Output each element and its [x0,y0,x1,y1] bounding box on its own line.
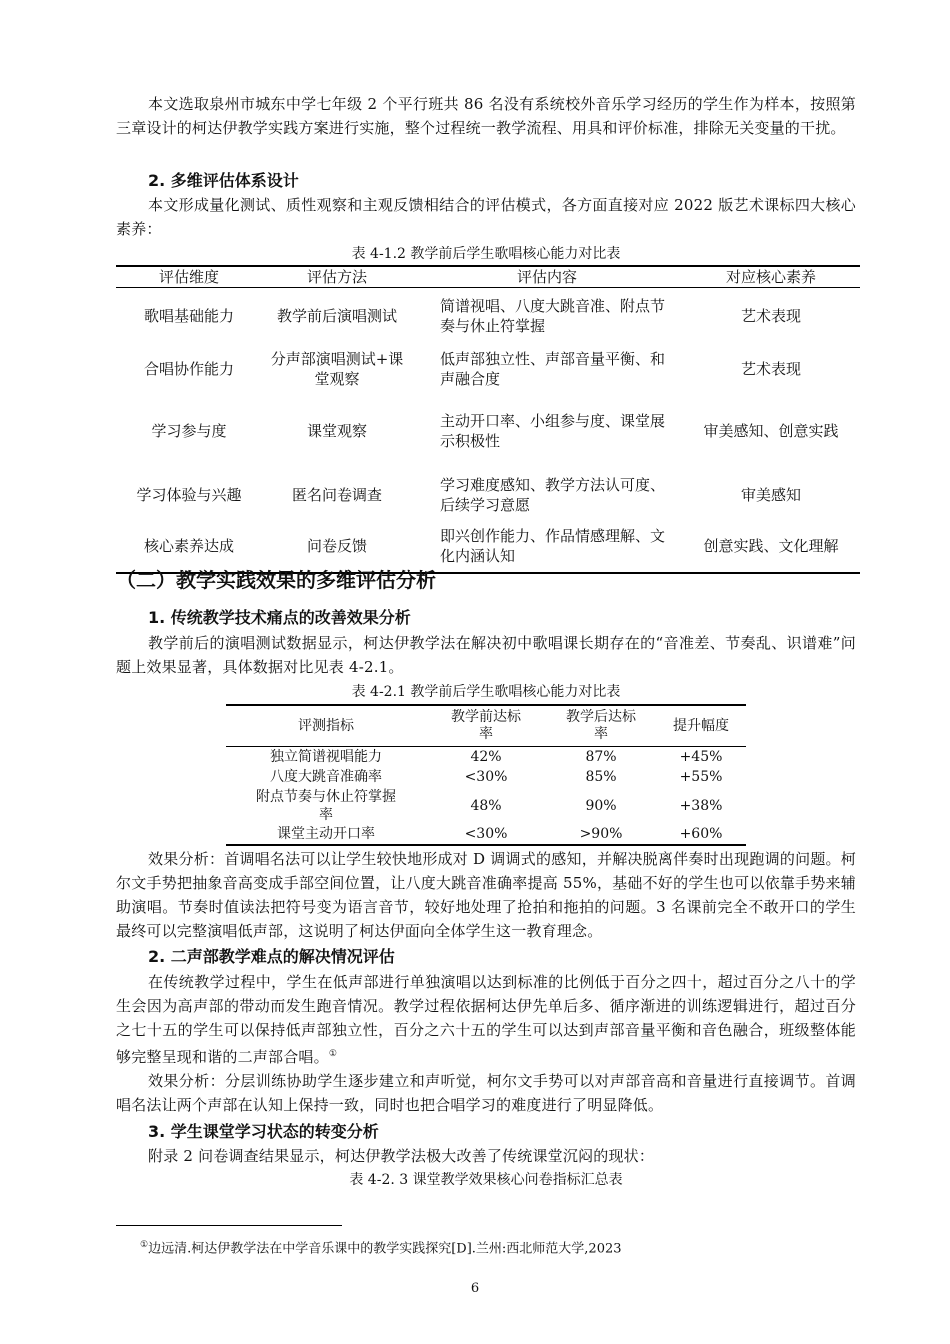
table-cell: +55% [679,768,723,785]
table-cell: +45% [679,748,723,765]
page-number: 6 [470,1281,480,1296]
table-row [226,767,746,787]
table-cell: 匿名问卷调查 [291,485,382,504]
table-cell: 即兴创作能力、作品情感理解、文化内涵认知 [412,521,682,573]
table-cell: 歌唱基础能力 [143,307,234,326]
table-cell: 创意实践、文化理解 [682,521,860,573]
table1-caption: 表 4-1.2 教学前后学生歌唱核心能力对比表 [351,246,621,262]
sub1-paragraph: 教学前后的演唱测试数据显示，柯达伊教学法在解决初中歌唱课长期存在的“音准差、节奏乱、识谱难”问题上效果显著，具体数据对比见表 4-2.1。 [116,634,856,676]
table-cell: 低声部独立性、声部音量平衡、和声融合度 [440,349,666,388]
table-cell: 独立简谱视唱能力 [270,748,382,765]
core-ability-assessment-table [116,265,860,574]
table-header-cell: 评估维度 [116,266,262,288]
table-header-cell: 评估内容 [412,266,682,288]
table-row [226,825,746,845]
table-row [226,747,746,767]
table-header-cell: 教学后达标率 [546,705,656,747]
table-cell: 艺术表现 [740,307,801,326]
footnote-divider [116,1225,342,1226]
intro-paragraph: 本文选取泉州市城东中学七年级 2 个平行班共 86 名没有系统校外音乐学习经历的学生作为样本，按照第三章设计的柯达伊教学实践方案进行实施，整个过程统一教学流程、用具和评价标准，排除无关变量的干扰。 [116,95,856,137]
table-header-cell: 对应核心素养 [682,266,860,288]
table3-caption: 表 4-2. 3 课堂教学效果核心问卷指标汇总表 [349,1172,623,1188]
table-cell: +38% [679,797,723,814]
table-cell: <30% [426,825,546,845]
table-cell: 核心素养达成 [116,521,262,573]
table-cell: 艺术表现 [740,359,801,378]
table-cell: 87% [585,748,617,765]
table-cell: 90% [585,797,617,814]
table-header-row [116,266,860,288]
pass-rate-comparison-table [226,704,746,846]
section2-paragraph: 本文形成量化测试、质性观察和主观反馈相结合的评估模式，各方面直接对应 2022 版艺术课标四大核心素养： [116,196,856,238]
table-header-cell: 提升幅度 [656,705,746,747]
footnote-text: 边远清.柯达伊教学法在中学音乐课中的教学实践探究[D].兰州:西北师范大学,2023 [148,1241,622,1257]
table-cell: 分声部演唱测试+课堂观察 [270,349,404,388]
table-row [116,393,860,469]
table-row [116,469,860,521]
table-header-cell: 评测指标 [226,705,426,747]
table-cell: 审美感知 [740,485,801,504]
table2-caption: 表 4-2.1 教学前后学生歌唱核心能力对比表 [351,684,621,700]
table-header-cell: 评估方法 [262,266,412,288]
table-row [226,787,746,825]
table-cell: 八度大跳音准确率 [270,768,382,785]
table-cell: 学习参与度 [151,421,227,440]
table-cell: 附点节奏与休止符掌握率 [256,788,396,823]
sub3-heading: 3. 学生课堂学习状态的转变分析 [148,1122,379,1141]
table-cell: <30% [464,768,508,785]
table-cell: 审美感知、创意实践 [703,421,839,440]
table-cell: >90% [546,825,656,845]
table-header-row [226,705,746,747]
table-cell: 教学前后演唱测试 [276,307,397,326]
footnote-ref-marker[interactable]: ① [328,1049,338,1059]
effect1-paragraph: 效果分析：首调唱名法可以让学生较快地形成对 D 调调式的感知，并解决脱离伴奏时出现跑调的问题。柯尔文手势把抽象音高变成手部空间位置，让八度大跳音准确率提高 55%，基础不好的学生也可以依靠手势来辅助演唱。节奏时值读法把符号变为语言音节，较好地处理了抢拍和拖拍的问题。3 名课前完全不敢开口的学生最终可以完整演唱低声部，这说明了柯达伊面向全体学生这一教育理念。 [116,850,856,940]
footnote-marker: ① [140,1240,149,1250]
table-cell: 主动开口率、小组参与度、课堂展示积极性 [440,411,666,450]
table-cell: 48% [470,797,502,814]
table-cell: 问卷反馈 [262,521,412,573]
table-cell: 课堂观察 [306,421,367,440]
table-cell: 合唱协作能力 [143,359,234,378]
section2-heading: 2. 多维评估体系设计 [148,171,299,190]
part2-heading: （二）教学实践效果的多维评估分析 [116,568,436,592]
table-cell: 85% [585,768,617,785]
table-header-cell: 教学前达标率 [426,705,546,747]
footnote [140,1236,622,1258]
table-cell: +60% [656,825,746,845]
effect2-paragraph: 效果分析：分层训练协助学生逐步建立和声听觉，柯尔文手势可以对声部音高和音量进行直接调节。首调唱名法让两个声部在认知上保持一致，同时也把合唱学习的难度进行了明显降低。 [116,1072,856,1114]
sub1-heading: 1. 传统教学技术痛点的改善效果分析 [148,608,411,627]
table-row [116,288,860,345]
sub2-paragraph [116,970,856,1069]
sub3-paragraph: 附录 2 问卷调查结果显示，柯达伊教学法极大改善了传统课堂沉闷的现状： [148,1147,655,1165]
table-cell: 课堂主动开口率 [226,825,426,845]
table-cell: 学习体验与兴趣 [136,485,242,504]
sub2-heading: 2. 二声部教学难点的解决情况评估 [148,947,395,966]
sub2-text: 在传统教学过程中，学生在低声部进行单独演唱以达到标准的比例低于百分之四十，超过百分之八十的学生会因为高声部的带动而发生跑音情况。教学过程依据柯达伊先单后多、循序渐进的训练逻辑进行，超过百分之七十五的学生可以保持低声部独立性，百分之六十五的学生可以达到声部音量平衡和音色融合，班级整体能够完整呈现和谐的二声部合唱。 [116,973,856,1066]
table-row [116,345,860,393]
table-cell: 42% [470,748,502,765]
table-cell: 学习难度感知、教学方法认可度、后续学习意愿 [440,475,666,514]
table-cell: 简谱视唱、八度大跳音准、附点节奏与休止符掌握 [440,297,666,336]
